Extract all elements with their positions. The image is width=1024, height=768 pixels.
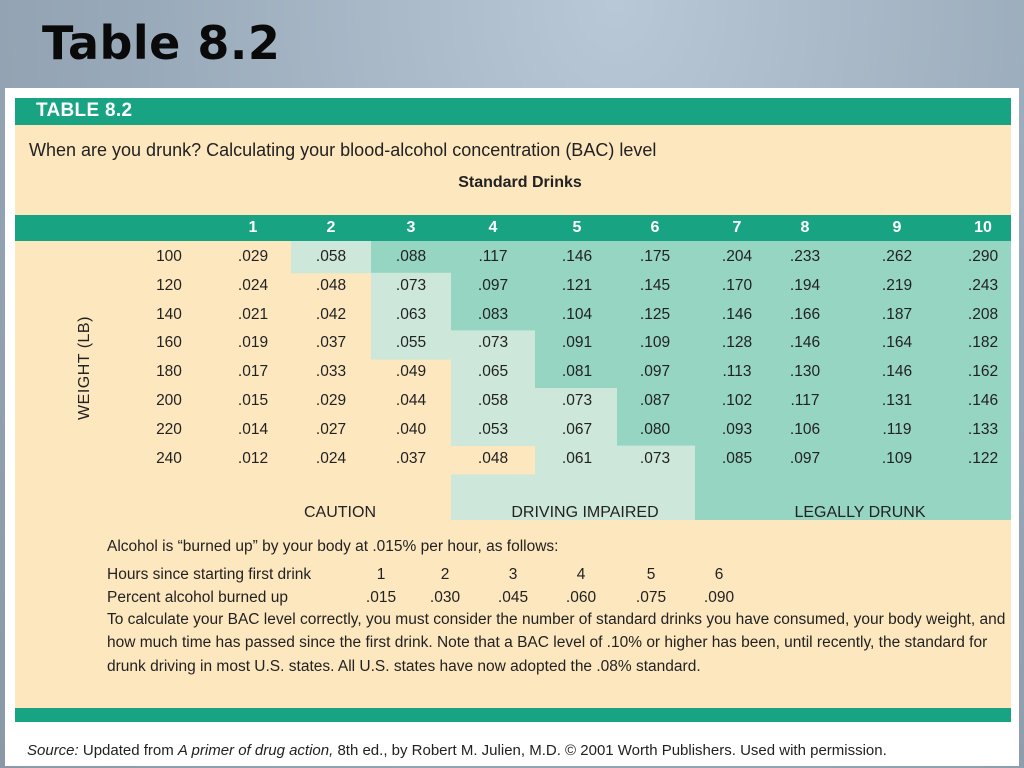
- bac-cell: .073: [561, 392, 593, 409]
- bac-cell: .290: [967, 248, 999, 265]
- zone-caution-label: CAUTION: [304, 504, 376, 521]
- weight-160: 160: [156, 334, 182, 352]
- zone-impaired-label: DRIVING IMPAIRED: [511, 504, 659, 521]
- drinks-header-10: 10: [974, 219, 992, 236]
- bac-cell: .067: [561, 420, 593, 438]
- bac-cell: .106: [789, 420, 821, 438]
- source-pre: Updated from: [78, 742, 178, 759]
- bac-cell: .049: [395, 363, 427, 381]
- bac-cell: .109: [881, 449, 913, 467]
- source-credit: [27, 742, 887, 759]
- bac-cell: .012: [237, 449, 269, 467]
- bac-cell: .117: [790, 392, 820, 409]
- bac-cell: .146: [881, 363, 913, 381]
- bac-cell: .087: [639, 392, 671, 409]
- hours-value: 3: [508, 566, 518, 583]
- percent-label: Percent alcohol burned up: [107, 589, 288, 606]
- source-label: Source:: [27, 742, 79, 759]
- bac-cell: .061: [561, 449, 593, 467]
- weight-180: 180: [156, 363, 182, 381]
- bac-cell: .146: [561, 248, 593, 265]
- bac-cell: .175: [639, 248, 671, 265]
- bac-cell: .044: [395, 392, 427, 409]
- bac-cell: .109: [639, 334, 671, 352]
- bac-cell: .119: [882, 420, 912, 438]
- bac-cell: .102: [721, 392, 753, 409]
- bac-cell: .065: [477, 363, 509, 381]
- bac-cell: .166: [789, 305, 821, 323]
- bac-cell: .219: [881, 276, 913, 294]
- bac-cell: .085: [721, 449, 753, 467]
- table-footer-bar: [15, 708, 1011, 722]
- bac-cell: .121: [561, 276, 593, 294]
- drinks-header-6: 6: [650, 219, 660, 236]
- weight-240: 240: [156, 449, 182, 467]
- bac-cell: .073: [477, 334, 509, 352]
- drinks-header-1: 1: [248, 219, 258, 236]
- bac-cell: .117: [478, 248, 508, 265]
- hours-value: 6: [714, 566, 724, 583]
- row-group-label: WEIGHT (LB): [76, 316, 93, 420]
- bac-cell: .081: [561, 363, 593, 381]
- bac-cell: .014: [237, 420, 269, 438]
- drinks-header-2: 2: [326, 219, 336, 236]
- bac-cell: .019: [237, 334, 269, 352]
- bac-cell: .091: [561, 334, 593, 352]
- percent-value: .090: [703, 589, 735, 606]
- drinks-header-3: 3: [406, 219, 416, 236]
- bac-cell: .083: [477, 305, 509, 323]
- bac-cell: .055: [395, 334, 427, 352]
- drinks-header-5: 5: [572, 219, 582, 236]
- bac-cell: .021: [237, 305, 269, 323]
- hours-label: Hours since starting first drink: [107, 566, 312, 583]
- bac-table: [15, 98, 1011, 759]
- table-label: TABLE 8.2: [36, 100, 133, 121]
- weight-120: 120: [156, 276, 182, 294]
- percent-value: .060: [565, 589, 597, 606]
- bac-cell: .243: [967, 276, 999, 294]
- bac-cell: .262: [881, 248, 913, 265]
- bac-cell: .097: [789, 449, 821, 467]
- bac-cell: .170: [721, 276, 753, 294]
- bac-cell: .097: [477, 276, 509, 294]
- bac-cell: .233: [789, 248, 821, 265]
- table-subtitle: When are you drunk? Calculating your blood-alcohol concentration (BAC) level: [29, 140, 657, 160]
- hours-value: 2: [440, 566, 450, 583]
- bac-cell: .033: [315, 363, 347, 381]
- drinks-header-9: 9: [892, 219, 902, 236]
- drinks-header-8: 8: [800, 219, 810, 236]
- hours-value: 1: [376, 566, 386, 583]
- percent-value: .045: [497, 589, 529, 606]
- bac-cell: .194: [789, 276, 821, 294]
- bac-cell: .053: [477, 420, 509, 438]
- column-group-heading: Standard Drinks: [458, 174, 582, 191]
- bac-cell: .146: [721, 305, 753, 323]
- bac-cell: .027: [315, 420, 347, 438]
- percent-value: .030: [429, 589, 461, 606]
- source-book: A primer of drug action,: [177, 742, 334, 759]
- bac-cell: .040: [395, 420, 427, 438]
- drinks-header-row: [15, 215, 1011, 241]
- burn-rate-note: Alcohol is “burned up” by your body at .015% per hour, as follows:: [107, 538, 559, 555]
- bac-cell: .015: [237, 392, 269, 409]
- bac-cell: .204: [721, 248, 753, 265]
- percent-value: .015: [365, 589, 397, 606]
- bac-cell: .104: [561, 305, 593, 323]
- bac-cell: .063: [395, 305, 427, 323]
- bac-cell: .164: [881, 334, 913, 352]
- drinks-header-7: 7: [732, 219, 742, 236]
- bac-cell: .133: [967, 420, 999, 438]
- bac-cell: .122: [967, 449, 999, 467]
- weight-100: 100: [156, 248, 182, 265]
- hours-value: 4: [576, 566, 586, 583]
- bac-cell: .073: [639, 449, 671, 467]
- bac-cell: .029: [237, 248, 269, 265]
- explanation-paragraph: To calculate your BAC level correctly, you must consider the number of standard drinks you have consumed, your body weight, and how much time has passed since the first drink. Note that a BAC level of .10% or higher has been, until recently, the standard for drunk driving in most U.S. states. All U.S. states have now adopted the .08% standard.: [107, 611, 1006, 675]
- bac-cell: .024: [237, 276, 269, 294]
- bac-cell: .042: [315, 305, 347, 323]
- bac-cell: .182: [967, 334, 999, 352]
- weight-140: 140: [156, 305, 182, 323]
- bac-cell: .017: [237, 363, 269, 381]
- bac-cell: .037: [395, 449, 427, 467]
- bac-cell: .162: [967, 363, 999, 381]
- bac-cell: .146: [789, 334, 821, 352]
- bac-cell: .058: [477, 392, 509, 409]
- bac-cell: .208: [967, 305, 999, 323]
- bac-cell: .128: [721, 334, 753, 352]
- weight-220: 220: [156, 420, 182, 438]
- weight-200: 200: [156, 392, 182, 409]
- bac-cell: .093: [721, 420, 753, 438]
- bac-cell: .037: [315, 334, 347, 352]
- bac-cell: .125: [639, 305, 671, 323]
- bac-cell: .024: [315, 449, 347, 467]
- bac-cell: .146: [967, 392, 999, 409]
- bac-cell: .048: [477, 449, 509, 467]
- zone-drunk-label: LEGALLY DRUNK: [794, 504, 926, 521]
- table-card: [5, 88, 1019, 766]
- bac-cell: .029: [315, 392, 347, 409]
- source-post: 8th ed., by Robert M. Julien, M.D. © 2001 Worth Publishers. Used with permission.: [333, 742, 887, 759]
- bac-cell: .130: [789, 363, 821, 381]
- bac-cell: .097: [639, 363, 671, 381]
- bac-cell: .113: [722, 363, 752, 381]
- bac-cell: .058: [315, 248, 347, 265]
- bac-cell: .073: [395, 276, 427, 294]
- bac-cell: .131: [881, 392, 913, 409]
- bac-cell: .048: [315, 276, 347, 294]
- bac-cell: .145: [639, 276, 671, 294]
- bac-cell: .080: [639, 420, 671, 438]
- slide-title: Table 8.2: [42, 16, 281, 70]
- percent-value: .075: [635, 589, 667, 606]
- bac-cell: .088: [395, 248, 427, 265]
- drinks-header-4: 4: [488, 219, 498, 236]
- hours-value: 5: [646, 566, 656, 583]
- bac-cell: .187: [881, 305, 913, 323]
